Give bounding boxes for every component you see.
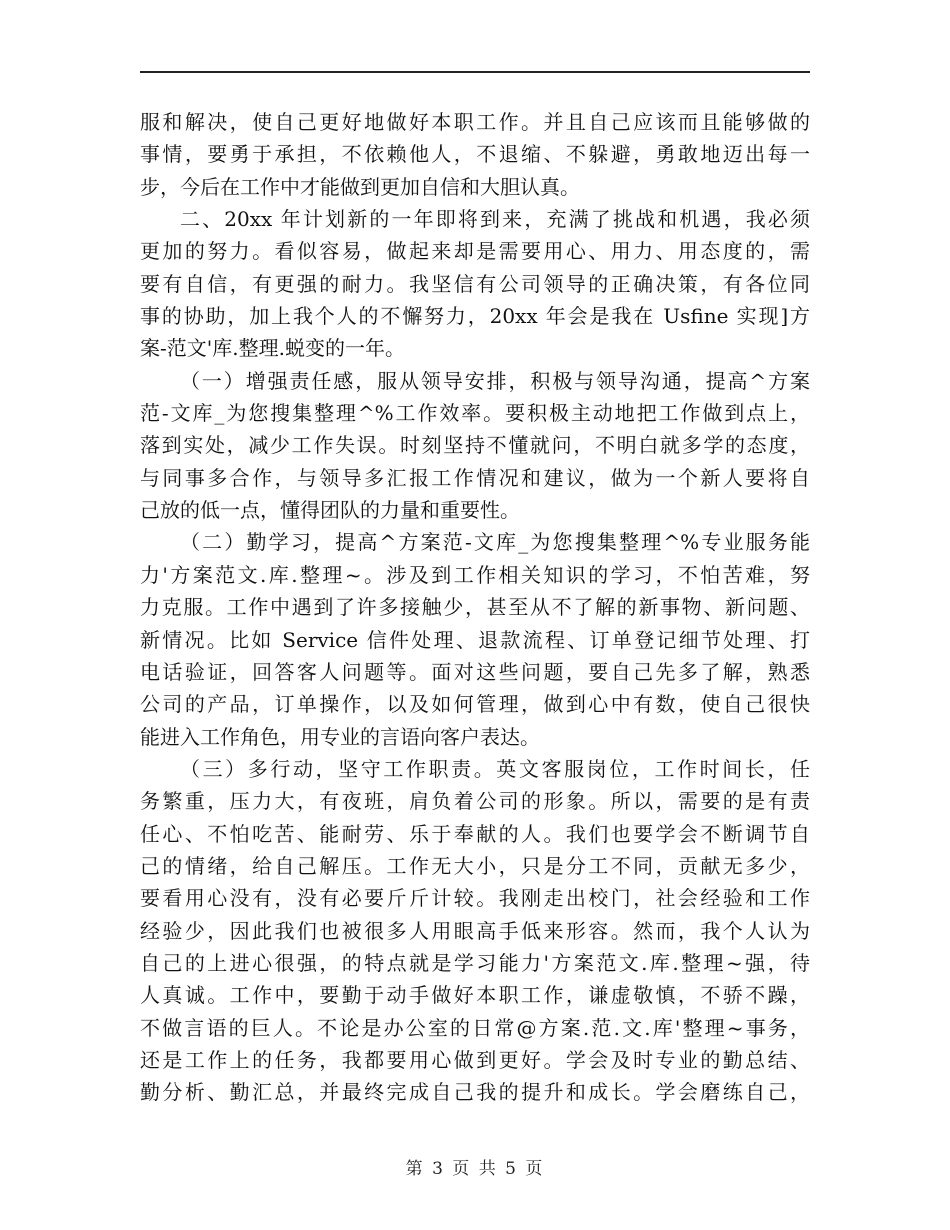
header-rule	[140, 71, 810, 73]
text-line: 二、20xx 年计划新的一年即将到来，充满了挑战和机遇，我必须	[180, 207, 810, 232]
text-line: 与同事多合作，与领导多汇报工作情况和建议，做为一个新人要将自	[140, 465, 810, 490]
text-line: 力'方案范文.库.整理~。涉及到工作相关知识的学习，不怕苦难，努	[140, 562, 810, 587]
text-line: （二）勤学习，提高^方案范-文库_为您搜集整理^%专业服务能	[180, 530, 810, 555]
text-line: 更加的努力。看似容易，做起来却是需要用心、用力、用态度的，需	[140, 239, 810, 264]
text-line: 还是工作上的任务，我都要用心做到更好。学会及时专业的勤总结、	[140, 1047, 810, 1072]
text-line: 事情，要勇于承担，不依赖他人，不退缩、不躲避，勇敢地迈出每一	[140, 142, 810, 167]
text-line: 要有自信，有更强的耐力。我坚信有公司领导的正确决策，有各位同	[140, 271, 810, 296]
text-line: 自己的上进心很强，的特点就是学习能力'方案范文.库.整理~强，待	[140, 950, 810, 975]
text-line: 事的协助，加上我个人的不懈努力，20xx 年会是我在 Usfine 实现]方	[140, 304, 810, 329]
text-line: 己的情绪，给自己解压。工作无大小，只是分工不同，贡献无多少，	[140, 853, 810, 878]
text-line: 经验少，因此我们也被很多人用眼高手低来形容。然而，我个人认为	[140, 918, 810, 943]
page-footer: 第 3 页 共 5 页	[405, 1159, 545, 1179]
text-line: 新情况。比如 Service 信件处理、退款流程、订单登记细节处理、打	[140, 627, 810, 652]
text-line: 务繁重，压力大，有夜班，肩负着公司的形象。所以，需要的是有责	[140, 789, 810, 814]
text-line: （一）增强责任感，服从领导安排，积极与领导沟通，提高^方案	[180, 368, 810, 393]
text-line: 落到实处，减少工作失误。时刻坚持不懂就问，不明白就多学的态度，	[140, 433, 810, 458]
text-line: 力克服。工作中遇到了许多接触少，甚至从不了解的新事物、新问题、	[140, 595, 810, 620]
text-line: （三）多行动，坚守工作职责。英文客服岗位，工作时间长，任	[180, 756, 810, 781]
text-line: 服和解决，使自己更好地做好本职工作。并且自己应该而且能够做的	[140, 110, 810, 134]
text-line: 己放的低一点，懂得团队的力量和重要性。	[140, 498, 520, 523]
text-line: 要看用心没有，没有必要斤斤计较。我刚走出校门，社会经验和工作	[140, 886, 810, 911]
text-line: 不做言语的巨人。不论是办公室的日常@方案.范.文.库'整理~事务，	[140, 1015, 810, 1040]
text-line: 勤分析、勤汇总，并最终完成自己我的提升和成长。学会磨练自己，	[140, 1080, 810, 1105]
text-line: 电话验证，回答客人问题等。面对这些问题，要自己先多了解，熟悉	[140, 659, 810, 684]
document-body	[140, 106, 810, 1109]
text-line: 能进入工作角色，用专业的言语向客户表达。	[140, 724, 540, 749]
text-line: 范-文库_为您搜集整理^%工作效率。要积极主动地把工作做到点上，	[140, 401, 810, 426]
text-line: 人真诚。工作中，要勤于动手做好本职工作，谦虚敬慎，不骄不躁，	[140, 983, 810, 1008]
text-line: 步，今后在工作中才能做到更加自信和大胆认真。	[140, 174, 580, 199]
text-line: 公司的产品，订单操作，以及如何管理，做到心中有数，使自己很快	[140, 692, 810, 717]
text-line: 案-范文'库.整理.蜕变的一年。	[140, 336, 405, 361]
text-line: 任心、不怕吃苦、能耐劳、乐于奉献的人。我们也要学会不断调节自	[140, 821, 810, 846]
